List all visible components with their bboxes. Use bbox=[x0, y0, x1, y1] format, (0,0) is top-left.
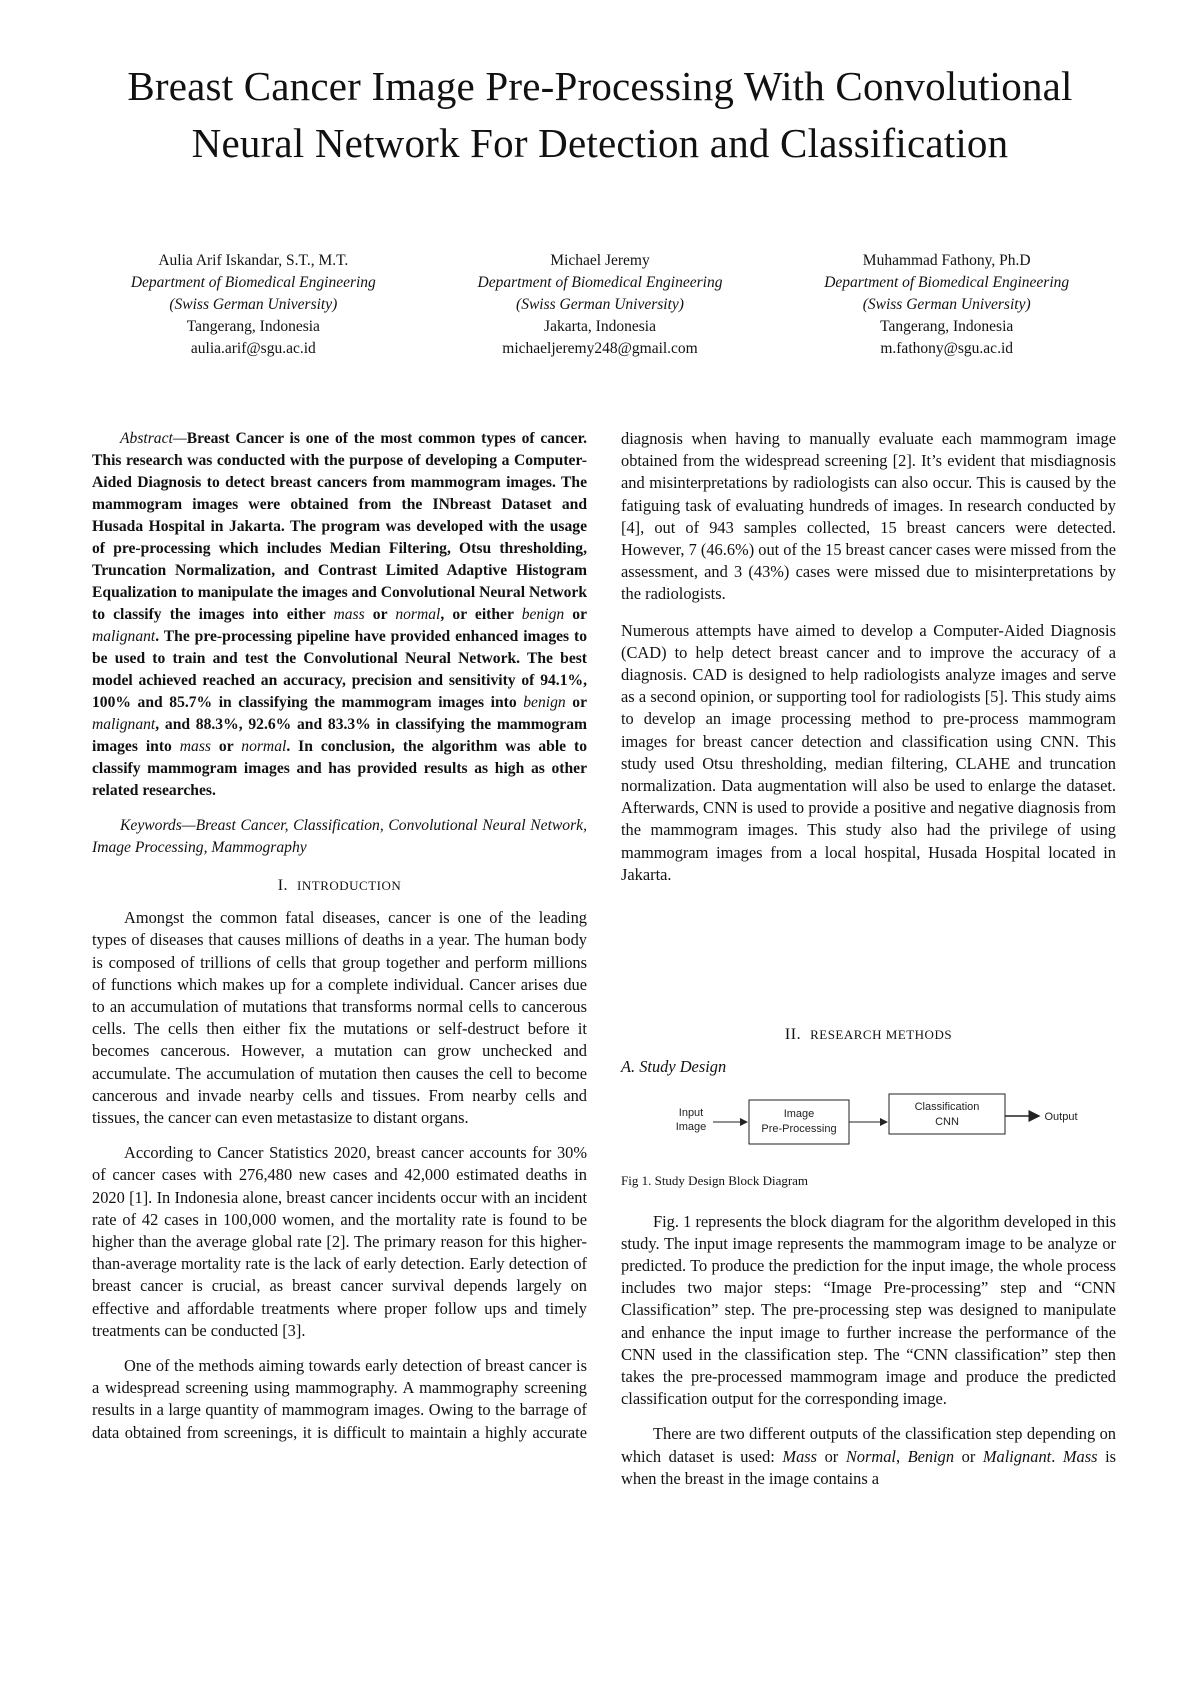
section-heading-methods bbox=[621, 1024, 1116, 1046]
section-title: INTRODUCTION bbox=[297, 878, 402, 893]
author-dept: Department of Biomedical Engineering bbox=[824, 274, 1070, 291]
right-column-methods bbox=[621, 1018, 1116, 1503]
text: There are two different outputs of the classification step depending on which dataset is used: bbox=[621, 1424, 1116, 1466]
abstract bbox=[92, 428, 587, 802]
term-normal: normal bbox=[241, 738, 287, 755]
author-city: Tangerang, Indonesia bbox=[186, 318, 320, 335]
paragraph: Fig. 1 represents the block diagram for the algorithm developed in this study. The input image represents the mammogram image to be analyze or predicted. To produce the prediction for the input image, the whole process includes two major steps: “Image Pre-processing” step and “CNN Classification” step. The pre-processing step was designed to manipulate and enhance the input image to further increase the performance of the CNN used in the classification step. The “CNN classification” step then takes the pre-processed mammogram image and produce the predicted classification output for the corresponding image. bbox=[621, 1211, 1116, 1409]
preprocessing-box bbox=[749, 1100, 849, 1144]
term-mass: mass bbox=[179, 738, 211, 755]
author-email: michaeljeremy248@gmail.com bbox=[502, 340, 698, 357]
section-heading-introduction bbox=[92, 875, 587, 897]
term-malignant: malignant bbox=[92, 628, 156, 645]
abstract-text: . In conclusion, the algorithm was able to classify mammogram images and has provided results as high as other related researches. bbox=[92, 738, 587, 799]
study-design-diagram bbox=[621, 1086, 1116, 1158]
author-2 bbox=[427, 250, 774, 360]
input-label: Input bbox=[678, 1107, 704, 1120]
abstract-text: Breast Cancer is one of the most common types of cancer. This research was conducted with the purpose of developing a Computer-Aided Diagnosis to detect breast cancers from mammogram images. The mammogram images were obtained from the INbreast Dataset and Husada Hospital in Jakarta. The program was developed with the usage of pre-processing which includes Median Filtering, Otsu thresholding, Truncation Normalization, and Contrast Limited Adaptive Histogram Equalization to manipulate the images and Convolutional Neural Network to classify the images into either bbox=[92, 430, 587, 623]
text: or bbox=[954, 1446, 983, 1466]
term-benign: benign bbox=[523, 694, 566, 711]
classification-box bbox=[889, 1094, 1005, 1134]
abstract-text: or bbox=[565, 694, 587, 711]
author-3 bbox=[773, 250, 1120, 360]
output-label: Output bbox=[1044, 1111, 1078, 1124]
term-normal: Normal bbox=[845, 1446, 896, 1466]
paragraph: Amongst the common fatal diseases, cancer is one of the leading types of diseases that causes millions of deaths in a year. The human body is composed of trillions of cells that group together and perform millions of functions which makes up for a complete individual. Cancer arises due to an accumulation of mutations that transforms normal cells to cancerous cells. The cells then either fix the mutations or self-destruct before it becomes cancerous. However, a mutation can grow unchecked and accumulate. The accumulation of mutation then causes the cell to become cancerous and invade nearby cells and tissues. From nearby cells and tissues, the cancer can even metastasize to distant organs. bbox=[92, 908, 587, 1128]
author-name: Muhammad Fathony, Ph.D bbox=[862, 252, 1031, 269]
term-mass: mass bbox=[333, 606, 365, 623]
author-inst: (Swiss German University) bbox=[169, 296, 338, 313]
paper-title: Breast Cancer Image Pre-Processing With Convolutional Neural Network For Detection and Classification bbox=[127, 63, 1073, 166]
input-label: Image bbox=[675, 1121, 707, 1134]
classification-label: CNN bbox=[935, 1116, 959, 1129]
abstract-lead: Abstract— bbox=[120, 430, 187, 447]
section-number: II. bbox=[784, 1026, 802, 1043]
term-normal: normal bbox=[395, 606, 441, 623]
paragraph bbox=[621, 1423, 1116, 1490]
author-dept: Department of Biomedical Engineering bbox=[130, 274, 376, 291]
author-city: Tangerang, Indonesia bbox=[880, 318, 1014, 335]
text: , bbox=[895, 1446, 908, 1466]
author-email: m.fathony@sgu.ac.id bbox=[880, 340, 1013, 357]
classification-label: Classification bbox=[914, 1101, 980, 1114]
term-mass: Mass bbox=[1062, 1446, 1098, 1466]
term-malignant: malignant bbox=[92, 716, 156, 733]
figure-caption: Fig 1. Study Design Block Diagram bbox=[621, 1173, 809, 1189]
abstract-text: , and 88.3%, 92.6% and 83.3% in classifying the mammogram images into bbox=[92, 716, 587, 755]
author-dept: Department of Biomedical Engineering bbox=[477, 274, 723, 291]
author-inst: (Swiss German University) bbox=[516, 296, 684, 313]
abstract-text: or bbox=[564, 606, 587, 623]
right-column-top bbox=[621, 428, 1116, 714]
paragraph: Numerous attempts have aimed to develop a Computer-Aided Diagnosis (CAD) to help detect breast cancer and to improve the accuracy of a diagnosis. CAD is designed to help radiologists analyze images and serve as a second opinion, or supporting tool for radiologists [5]. This study aims to develop an image processing method to pre-process mammogram images for breast cancer detection and classification using CNN. This study used Otsu thresholding, median filtering, CLAHE and truncation normalization. Data augmentation will also be used to enlarge the dataset. Afterwards, CNN is used to provide a positive and negative diagnosis from the mammogram images. This study also had the privilege of using mammogram images from a local hospital, Husada Hospital located in Jakarta. bbox=[621, 620, 1116, 884]
author-email: aulia.arif@sgu.ac.id bbox=[190, 340, 316, 357]
abstract-text: . The pre-processing pipeline have provided enhanced images to be used to train and test the Convolutional Neural Network. The best model achieved reached an accuracy, precision and sensitivity of 94.1%, 100% and 85.7% in classifying the mammogram images into bbox=[92, 628, 587, 711]
text: . bbox=[1051, 1446, 1063, 1466]
author-1 bbox=[80, 250, 427, 360]
author-block bbox=[80, 250, 1120, 360]
author-name: Michael Jeremy bbox=[550, 252, 650, 269]
abstract-text: or bbox=[210, 738, 242, 755]
keywords: Keywords—Breast Cancer, Classification, Convolutional Neural Network, Image Processing, Mammography bbox=[92, 817, 587, 856]
author-name: Aulia Arif Iskandar, S.T., M.T. bbox=[158, 252, 349, 269]
preprocessing-label: Image bbox=[783, 1108, 815, 1121]
term-mass: Mass bbox=[782, 1446, 818, 1466]
term-malignant: Malignant bbox=[982, 1446, 1052, 1466]
preprocessing-label: Pre-Processing bbox=[761, 1123, 837, 1136]
text: or bbox=[817, 1446, 846, 1466]
left-column bbox=[92, 428, 587, 1444]
paragraph: According to Cancer Statistics 2020, breast cancer accounts for 30% of cancer cases with 276,480 new cases and 42,000 estimated deaths in 2020 [1]. In Indonesia alone, breast cancer incidents occur with an incident rate of 42 cases in 100,000 women, and the mortality rate is found to be higher than the average global rate [2]. The primary reason for this higher-than-average mortality rate is the lack of early detection. Early detection of breast cancer is crucial, as breast cancer survival depends largely on effective and affordable treatments where proper follow ups and timely treatments can be conducted [3]. bbox=[92, 1143, 587, 1340]
abstract-text: , or either bbox=[440, 606, 522, 623]
author-inst: (Swiss German University) bbox=[862, 296, 1031, 313]
abstract-text: or bbox=[364, 606, 396, 623]
section-title: RESEARCH METHODS bbox=[810, 1027, 953, 1042]
paragraph-continuation: diagnosis when having to manually evaluate each mammogram image obtained from the widespread screening [2]. It’s evident that misdiagnosis and misinterpretations by radiologists can also occur. This is caused by the fatiguing task of evaluating hundreds of images. In research conducted by [4], out of 943 samples collected, 15 breast cancers were detected. However, 7 (46.6%) out of the 15 breast cancer cases were missed from the assessment, and 3 (43%) cases were missed due to misinterpretations by the radiologists. bbox=[621, 429, 1116, 604]
term-benign: benign bbox=[521, 606, 565, 623]
text: is when the breast in the image contains a bbox=[621, 1446, 1117, 1488]
section-number: I. bbox=[277, 877, 289, 894]
author-city: Jakarta, Indonesia bbox=[544, 318, 656, 335]
term-benign: Benign bbox=[907, 1446, 955, 1466]
paragraph: One of the methods aiming towards early detection of breast cancer is a widespread screening using mammography. A mammography screening results in a large quantity of mammogram images. Owing to the barrage of data obtained from screenings, it is difficult to maintain a highly accurate bbox=[92, 1356, 587, 1442]
subsection-heading: A. Study Design bbox=[621, 1057, 727, 1077]
